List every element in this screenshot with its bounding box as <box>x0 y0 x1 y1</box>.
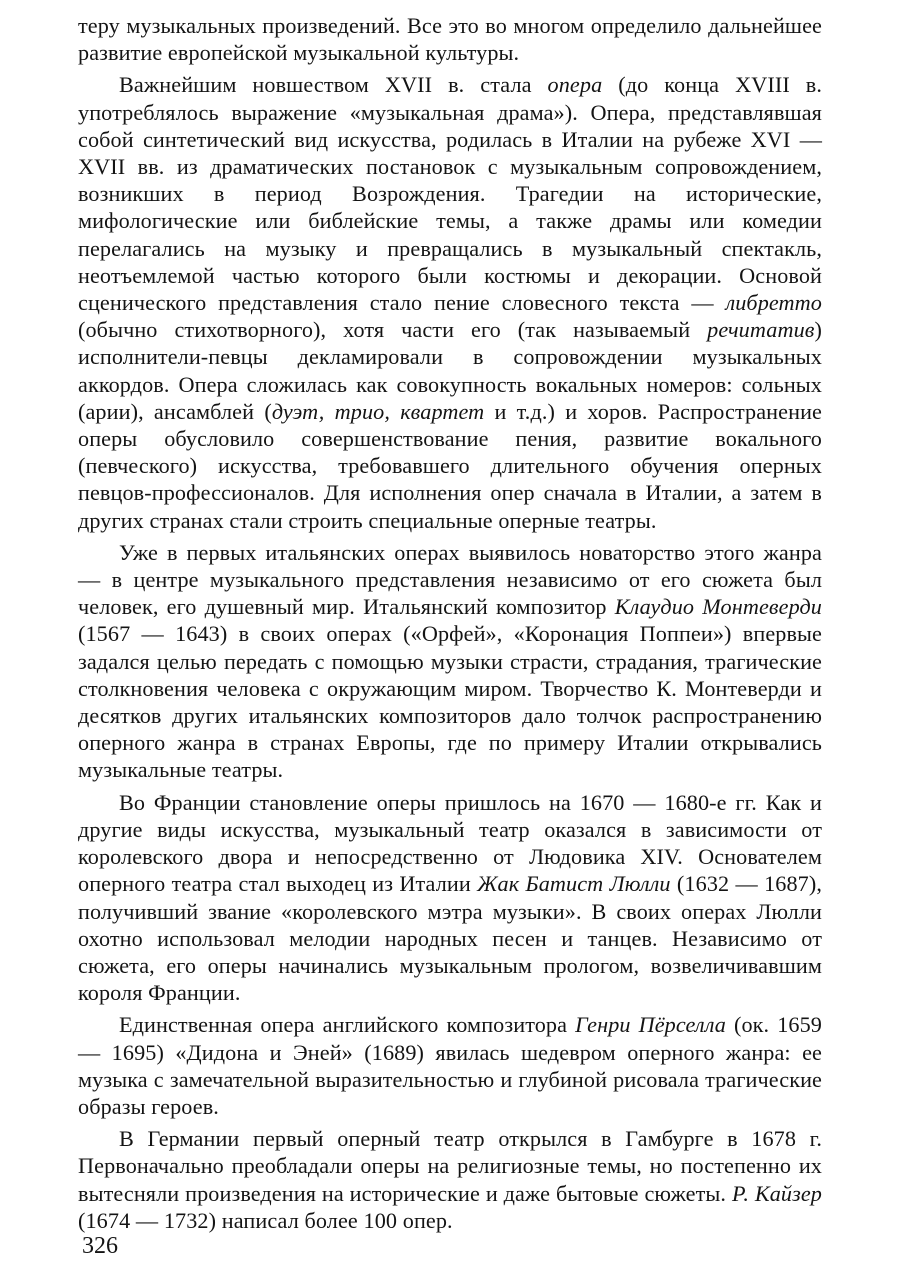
italic-term: опера <box>547 72 603 98</box>
page-body <box>78 12 822 1234</box>
text-run: (до конца XVIII в. употреблялось выражение «музыкальная драма»). Опера, представлявшая собой синтетический вид искусства, родилась в Италии на рубеже XVI — XVII вв. из драматических постановок с музыкальным сопровождением, возникших в период Возрождения. Трагедии на исторические, мифологические или библейские темы, а также драмы или комедии перелагались на музыку и превращались в музыкальный спектакль, неотъемлемой частью которого были костюмы и декорации. Основой сценического представления стало пение словесного текста — <box>78 72 822 316</box>
text-run: (обычно стихотворного), хотя части его (так называемый <box>78 317 708 343</box>
italic-term: речитатив <box>707 317 815 343</box>
italic-term: либретто <box>725 290 822 316</box>
paragraph <box>78 71 822 533</box>
text-run: Единственная опера английского композитора <box>119 1012 576 1038</box>
text-run: и т.д.) и хоров. Распространение оперы обусловило совершенствование пения, развитие вокального (певческого) искусства, требовавшего длительного обучения оперных певцов-профессионалов. Для исполнения опер сначала в Италии, а затем в других странах стали строить специальные оперные театры. <box>78 398 822 533</box>
text-run: теру музыкальных произведений. Все это во многом определило дальнейшее развитие европейской музыкальной культуры. <box>78 13 822 66</box>
text-run: (ок. 1659 — 1695) «Дидона и Эней» (1689) явилась шедевром оперного жанра: ее музыка с замечательной выразительностью и глубиной рисовала трагические образы героев. <box>78 1012 823 1119</box>
italic-term: Р. Кайзер <box>731 1180 823 1206</box>
paragraph <box>78 539 822 784</box>
text-run: (1632 — 1687), получивший звание «королевского мэтра музыки». В своих операх Люлли охотно использовал мелодии народных песен и танцев. Независимо от сюжета, его оперы начинались музыкальным прологом, возвеличивавшим короля Франции. <box>78 871 822 1006</box>
italic-term: Генри Пёрселла <box>575 1012 726 1038</box>
page-number: 326 <box>82 1233 118 1259</box>
text-run: Во Франции становление оперы пришлось на 1670 — 1680-е гг. Как и другие виды искусства, музыкальный театр оказался в зависимости от королевского двора и непосредственно от Людовика XIV. Основателем оперного театра стал выходец из Италии <box>78 789 822 897</box>
paragraph <box>78 1125 822 1234</box>
text-run: (1567 — 1643) в своих операх («Орфей», «Коронация Поппеи») впервые задался целью передать с помощью музыки страсти, страдания, трагические столкновения человека с окружающим миром. Творчество К. Монтеверди и десятков других итальянских композиторов дало толчок распространению оперного жанра в странах Европы, где по примеру Италии открывались музыкальные театры. <box>78 621 822 783</box>
text-run: В Германии первый оперный театр открылся в Гамбурге в 1678 г. Первоначально преобладали оперы на религиозные темы, но постепенно их вытесняли произведения на исторические и даже бытовые сюжеты. <box>78 1126 822 1206</box>
text-run: Уже в первых итальянских операх выявилось новаторство этого жанра — в центре музыкального представления независимо от его сюжета был человек, его душевный мир. Итальянский композитор <box>78 539 822 620</box>
paragraph <box>78 1011 822 1120</box>
italic-term: дуэт, трио, квартет <box>271 398 485 424</box>
text-run: Важнейшим новшеством XVII в. стала <box>119 72 548 98</box>
text-run: (1674 — 1732) написал более 100 опер. <box>78 1207 453 1233</box>
text-run: ) исполнители-певцы декламировали в сопровождении музыкальных аккордов. Опера сложилась как совокупность вокальных номеров: сольных (арии), ансамблей ( <box>78 317 822 424</box>
italic-term: Клаудио Монтеверди <box>614 594 822 620</box>
paragraph <box>78 12 822 66</box>
paragraph <box>78 789 822 1007</box>
italic-term: Жак Батист Люлли <box>477 871 671 897</box>
